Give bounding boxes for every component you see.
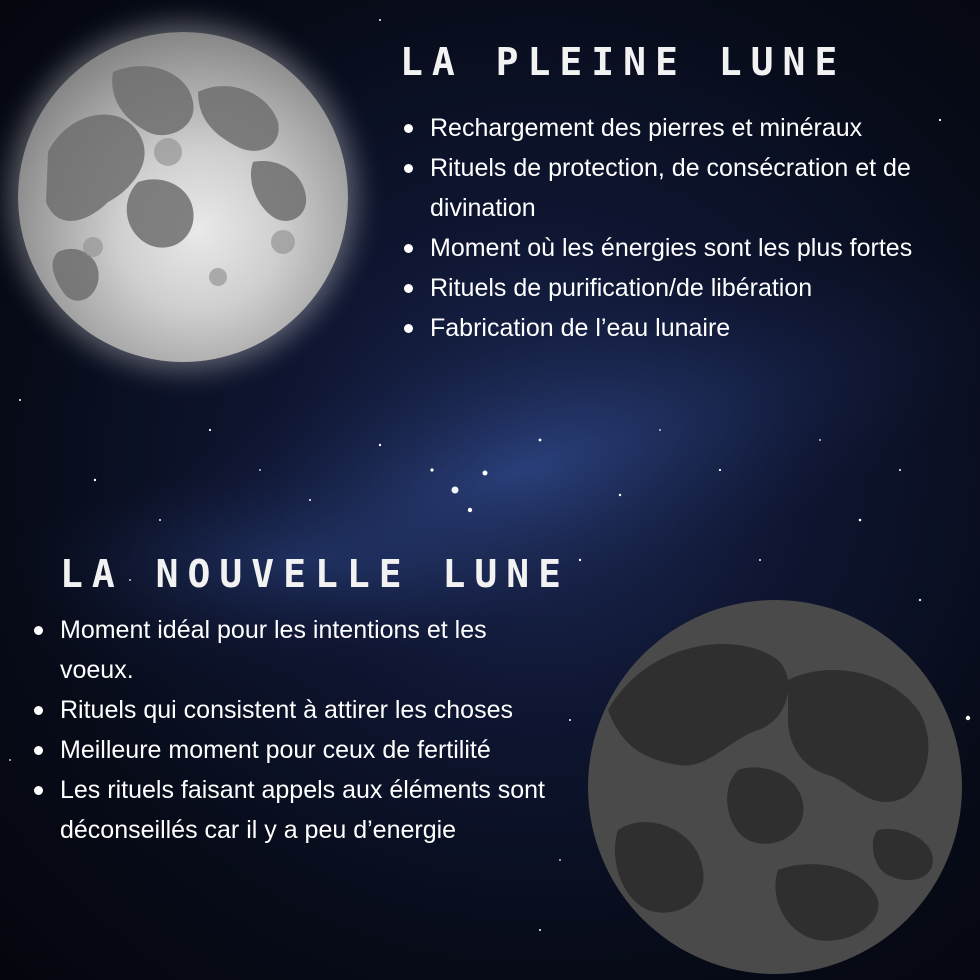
list-item: Meilleure moment pour ceux de fertilité xyxy=(30,730,560,770)
new-moon-icon xyxy=(588,600,962,974)
full-moon-icon xyxy=(18,32,348,362)
list-item: Moment idéal pour les intentions et les voeux. xyxy=(30,610,560,690)
list-item: Moment où les énergies sont les plus fortes xyxy=(400,228,960,268)
list-item: Rechargement des pierres et minéraux xyxy=(400,108,960,148)
new-moon-maria xyxy=(588,600,962,974)
new-moon-title: LA NOUVELLE LUNE xyxy=(60,552,571,596)
list-item: Rituels qui consistent à attirer les choses xyxy=(30,690,560,730)
list-item: Fabrication de l’eau lunaire xyxy=(400,308,960,348)
list-item: Rituels de protection, de consécration et de divination xyxy=(400,148,960,228)
new-moon-list xyxy=(30,610,560,850)
list-item: Les rituels faisant appels aux éléments sont déconseillés car il y a peu d’energie xyxy=(30,770,560,850)
full-moon-maria xyxy=(18,32,348,362)
list-item: Rituels de purification/de libération xyxy=(400,268,960,308)
full-moon-list xyxy=(400,108,960,348)
full-moon-title: LA PLEINE LUNE xyxy=(400,40,847,84)
